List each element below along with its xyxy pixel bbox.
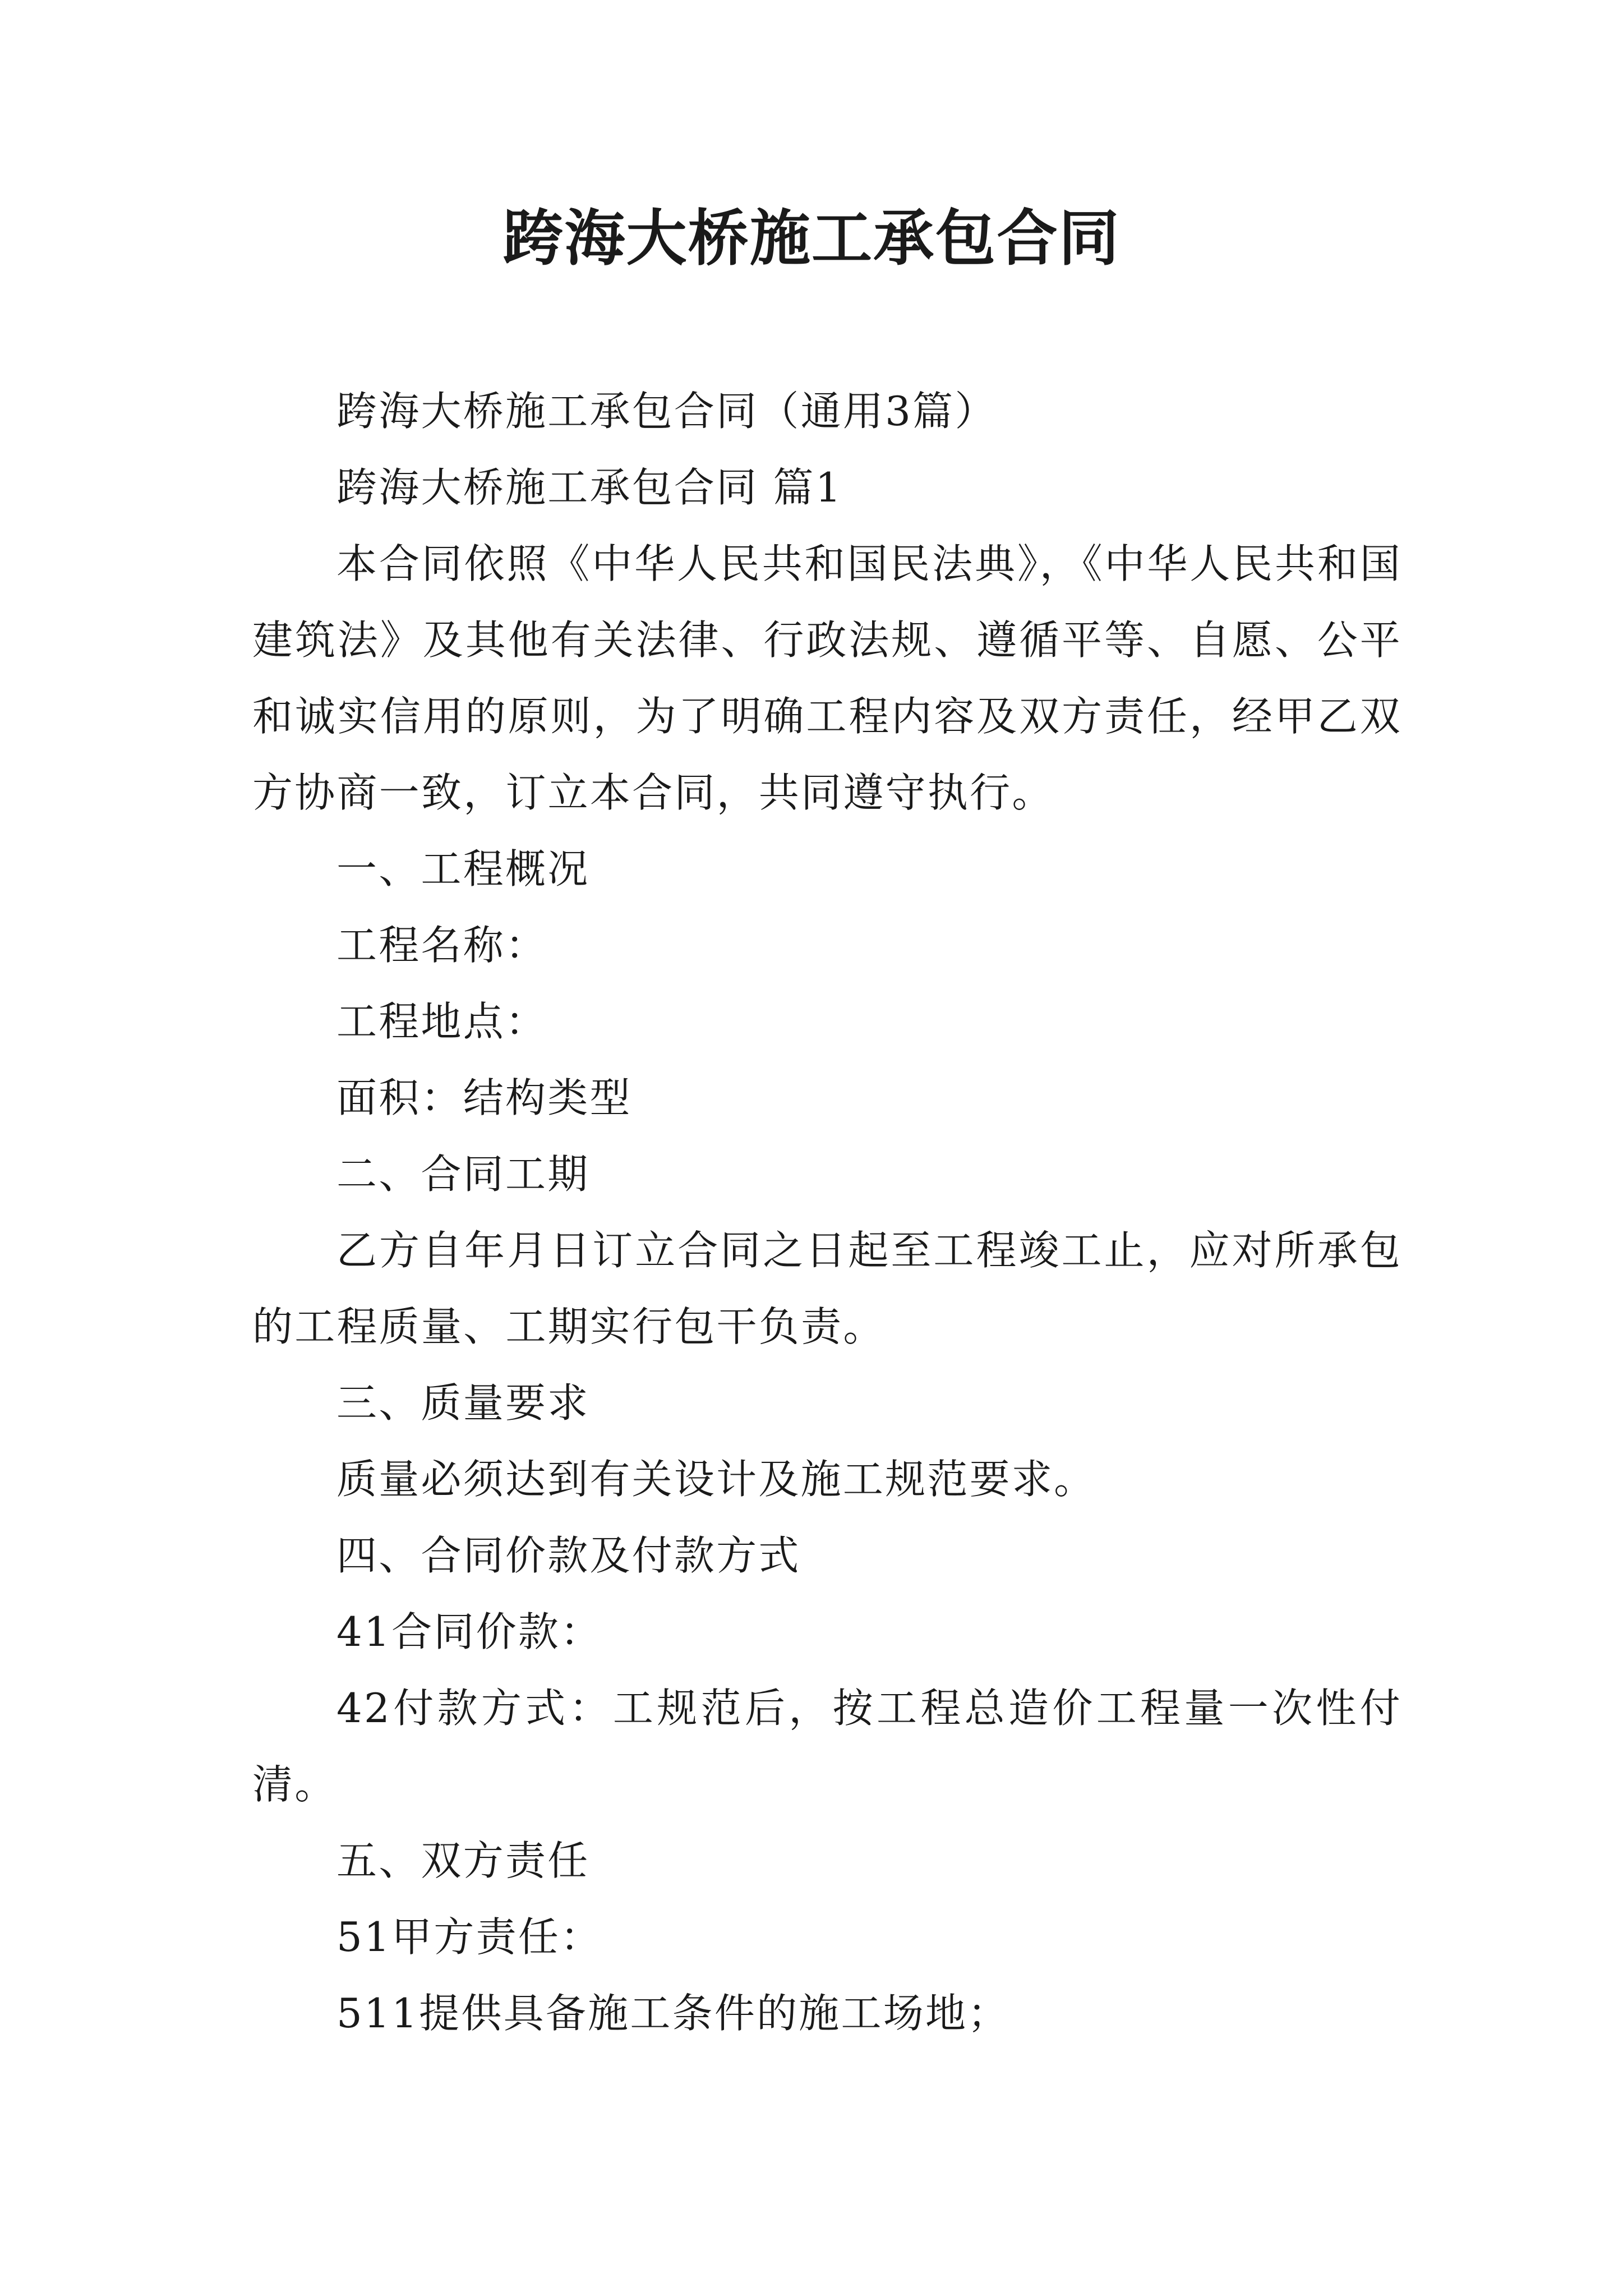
field-project-location: 工程地点： <box>336 998 548 1045</box>
clause-provide-site: 511提供具备施工条件的施工场地； <box>336 1990 1010 2037</box>
clause-payment-method: 42付款方式：工规范后，按工程总造价工程量一次性付清。 <box>252 1685 1402 1808</box>
paragraph-contract-period: 乙方自年月日订立合同之日起至工程竣工止，应对所承包的工程质量、工期实行包干负责。 <box>252 1227 1402 1350</box>
heading-project-overview: 一、工程概况 <box>336 845 590 892</box>
heading-price-payment: 四、合同价款及付款方式 <box>336 1532 801 1579</box>
section-heading-part-1: 跨海大桥施工承包合同 篇1 <box>336 464 843 511</box>
preamble-paragraph: 本合同依照《中华人民共和国民法典》，《中华人民共和国建筑法》及其他有关法律、行政法规、遵循平等、自愿、公平和诚实信用的原则，为了明确工程内容及双方责任，经甲乙双方协商一致，订立本合同，共同遵守执行。 <box>252 540 1402 816</box>
heading-contract-period: 二、合同工期 <box>336 1151 590 1198</box>
clause-party-a-responsibilities: 51甲方责任： <box>336 1913 603 1961</box>
document-title: 跨海大桥施工承包合同 <box>502 203 1121 274</box>
field-project-name: 工程名称： <box>336 922 548 969</box>
document-body <box>252 373 1402 2051</box>
field-area-structure: 面积：结构类型 <box>336 1074 632 1121</box>
clause-contract-price: 41合同价款： <box>336 1608 603 1655</box>
heading-responsibilities: 五、双方责任 <box>336 1837 590 1884</box>
paragraph-quality-requirements: 质量必须达到有关设计及施工规范要求。 <box>336 1456 1096 1503</box>
doc-subtitle: 跨海大桥施工承包合同（通用3篇） <box>336 388 997 435</box>
heading-quality-requirements: 三、质量要求 <box>336 1379 590 1427</box>
